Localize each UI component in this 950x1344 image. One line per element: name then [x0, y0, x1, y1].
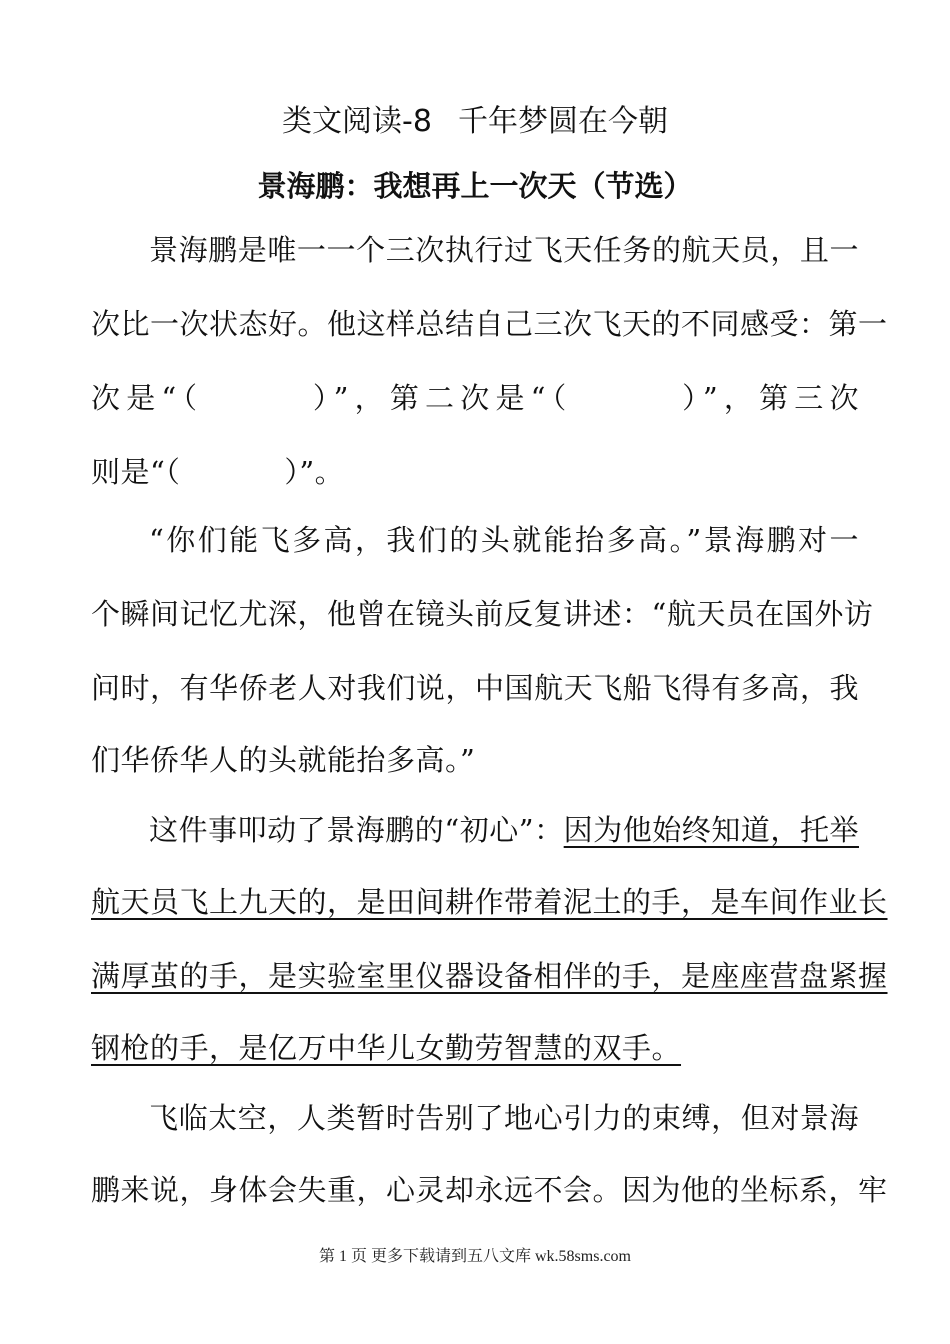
paragraph-line: 问时，有华侨老人对我们说，中国航天飞船飞得有多高，我 [91, 671, 859, 705]
paragraph-line-mixed [149, 808, 859, 852]
text-segment: ）”，第二次是“（ [307, 381, 573, 415]
paragraph-line: 次比一次状态好。他这样总结自己三次飞天的不同感受：第一 [91, 307, 888, 341]
paragraph-line: 个瞬间记忆尤深，他曾在镜头前反复讲述：“航天员在国外访 [91, 597, 874, 631]
underlined-text: 钢枪的手，是亿万中华儿女勤劳智慧的双手。 [91, 1031, 682, 1065]
paragraph-line [91, 1026, 859, 1070]
paragraph-line: 景海鹏是唯一一个三次执行过飞天任务的航天员，且一 [149, 233, 859, 267]
paragraph-line-blanks [91, 376, 859, 420]
text-segment: ）”。 [284, 455, 345, 489]
title-part-1: 类文阅读-8 [282, 104, 432, 139]
paragraph-line: 鹏来说，身体会失重，心灵却永远不会。因为他的坐标系，牢 [91, 1173, 888, 1207]
paragraph-line: 们华侨华人的头就能抬多高。” [91, 743, 476, 777]
page-title [0, 100, 950, 144]
underlined-line: 航天员飞上九天的，是田间耕作带着泥土的手，是车间作业长 [91, 885, 888, 919]
paragraph-line-blanks [91, 450, 859, 494]
title-part-2: 千年梦圆在今朝 [457, 104, 668, 139]
page-footer: 第 1 页 更多下载请到五八文库 wk.58sms.com [318, 1248, 631, 1265]
paragraph-line: 飞临太空，人类暂时告别了地心引力的束缚，但对景海 [149, 1101, 859, 1135]
underlined-line: 满厚茧的手，是实验室里仪器设备相伴的手，是座座营盘紧握 [91, 959, 888, 993]
underlined-text: 因为他始终知道，托举 [563, 813, 859, 847]
text-segment: 则是“（ [91, 455, 181, 489]
text-segment: ）”，第三次 [676, 381, 860, 415]
text-segment: 次是“（ [91, 381, 204, 415]
paragraph-line: “你们能飞多高，我们的头就能抬多高。”景海鹏对一 [149, 523, 859, 557]
article-subtitle: 景海鹏：我想再上一次天（节选） [257, 169, 693, 203]
text-segment: 这件事叩动了景海鹏的“初心”： [149, 813, 564, 847]
